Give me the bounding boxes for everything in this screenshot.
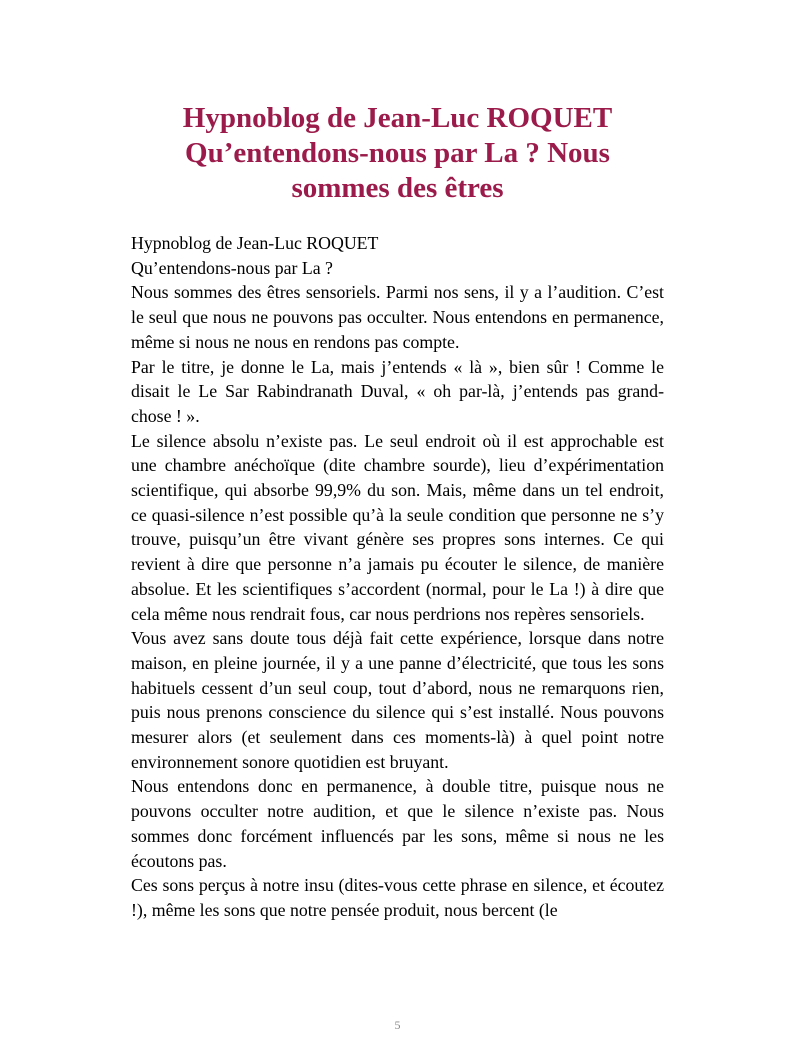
page-title — [100, 101, 695, 206]
paragraph: Nous entendons donc en permanence, à double titre, puisque nous ne pouvons occulter notre audition, et que le silence n’existe pas. Nous sommes donc forcément influencés par les sons, même si nous ne les écoutons pas. — [131, 776, 664, 871]
page-number: 5 — [394, 1018, 401, 1032]
paragraph: Nous sommes des êtres sensoriels. Parmi nos sens, il y a l’audition. C’est le seul que nous ne pouvons pas occulter. Nous entendons en permanence, même si nous ne nous en rendons pas compte. — [131, 282, 664, 352]
title-line-2: Qu’entendons-nous par La ? Nous — [185, 137, 610, 169]
paragraph: Par le titre, je donne le La, mais j’entends « là », bien sûr ! Comme le disait le Le Sar Rabindranath Duval, « oh par-là, j’entends pas grand-chose ! ». — [131, 356, 664, 426]
title-line-3: sommes des êtres — [291, 172, 504, 204]
title-line-1: Hypnoblog de Jean-Luc ROQUET — [182, 102, 613, 134]
paragraph: Ces sons perçus à notre insu (dites-vous cette phrase en silence, et écoutez !), même les sons que notre pensée produit, nous bercent (le — [131, 875, 664, 920]
paragraph: Vous avez sans doute tous déjà fait cette expérience, lorsque dans notre maison, en pleine journée, il y a une panne d’électricité, que tous les sons habituels cessent d’un seul coup, tout d’abord, nous ne remarquons rien, puis nous prenons conscience du silence qui s’est installé. Nous pouvons mesurer alors (et seulement dans ces moments-là) à quel point notre environnement sonore quotidien est bruyant. — [131, 628, 664, 772]
paragraph: Le silence absolu n’existe pas. Le seul endroit où il est approchable est une chambre anéchoïque (dite chambre sourde), lieu d’expérimentation scientifique, qui absorbe 99,9% du son. Mais, même dans un tel endroit, ce quasi-silence n’est possible qu’à la seule condition que personne ne s’y trouve, puisqu’un être vivant génère ses propres sons internes. Ce qui revient à dire que personne n’a jamais pu écouter le silence, de manière absolue. Et les scientifiques s’accordent (normal, pour le La !) à dire que cela même nous rendrait fous, car nous perdrions nos repères sensoriels. — [131, 430, 664, 624]
document-body — [131, 231, 664, 923]
paragraph-question: Qu’entendons-nous par La ? — [131, 257, 333, 278]
paragraph-blog-name: Hypnoblog de Jean-Luc ROQUET — [131, 233, 379, 253]
